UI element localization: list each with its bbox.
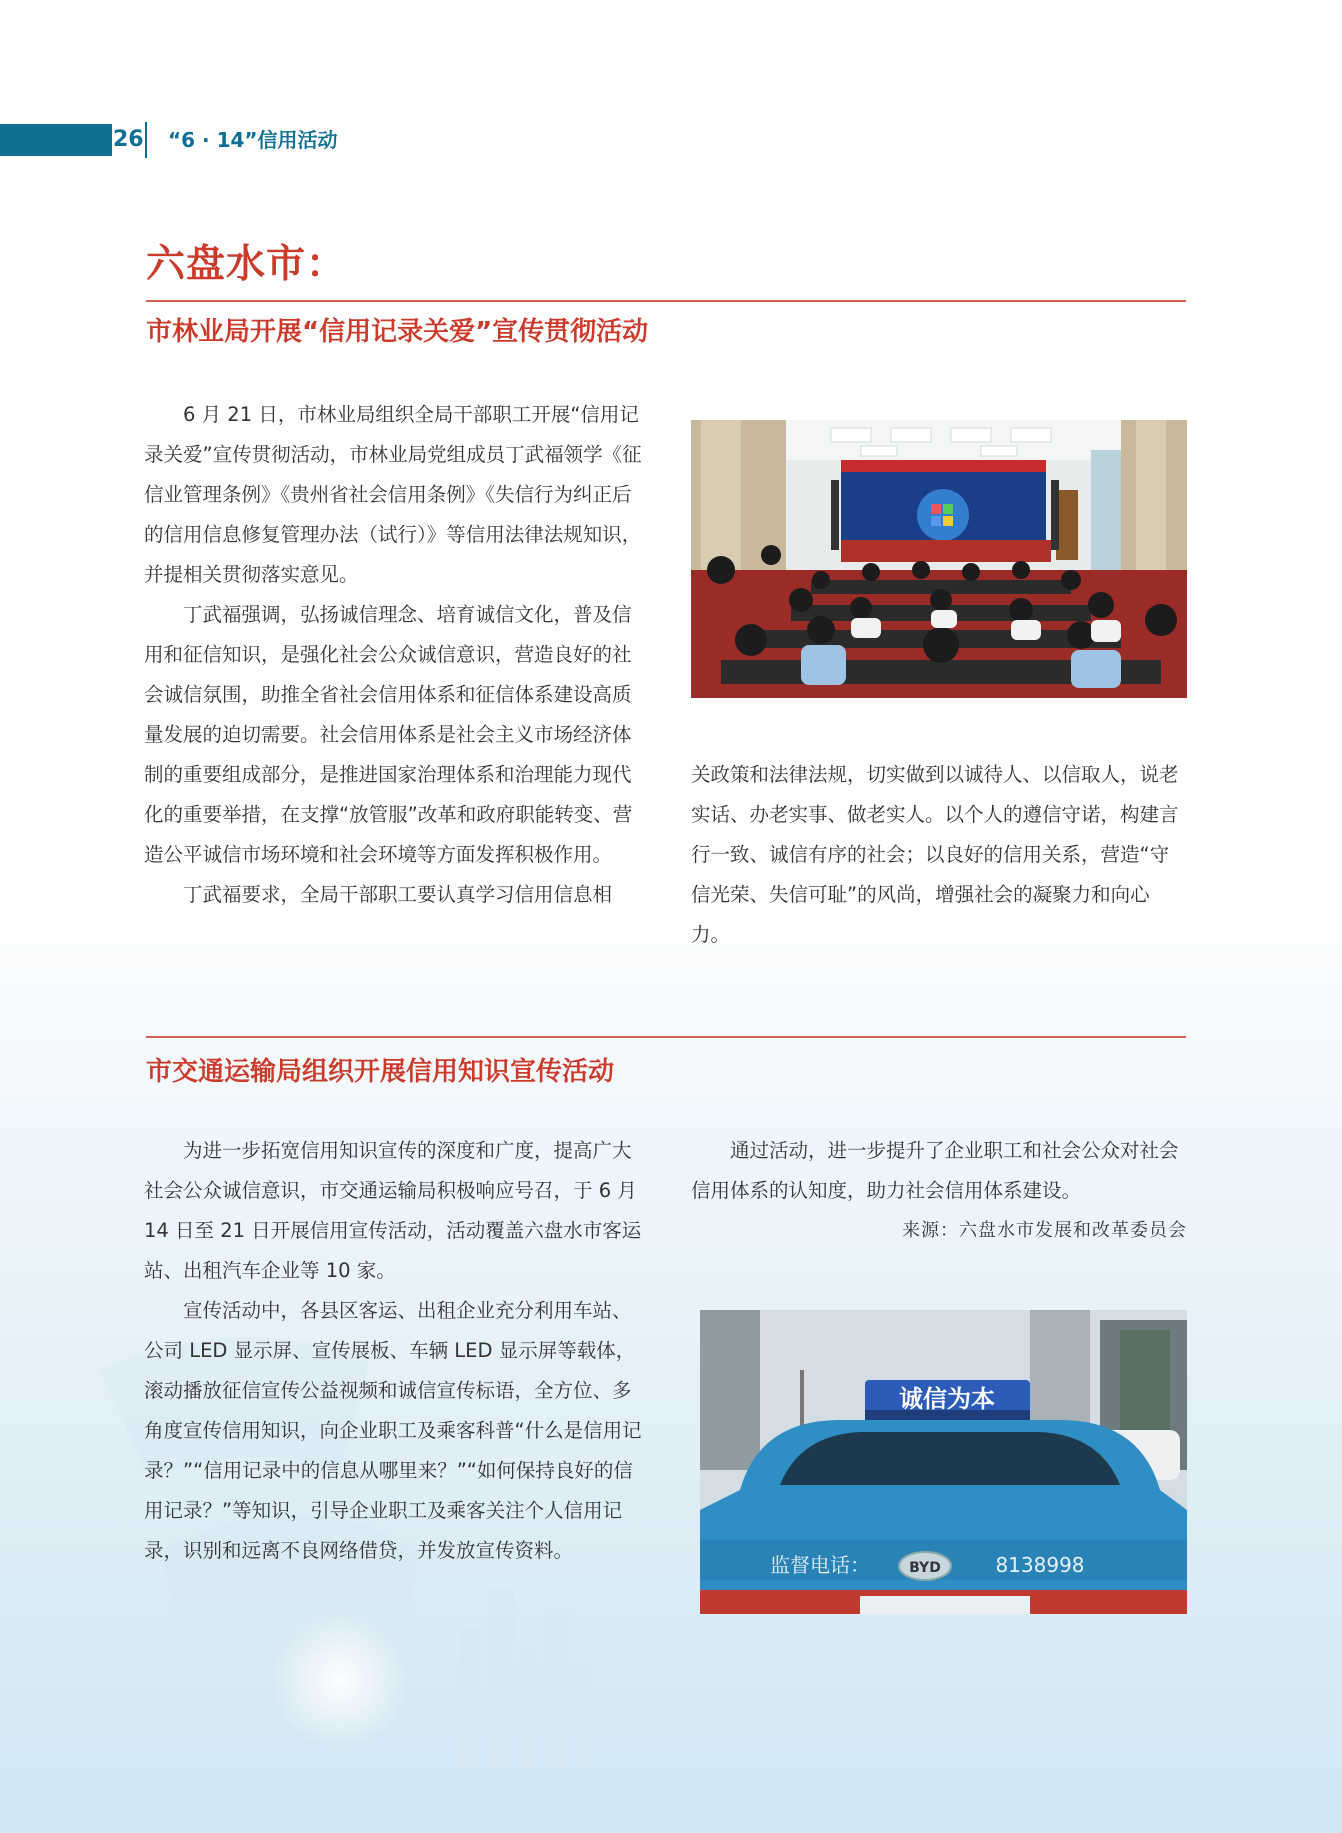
meeting-photo — [691, 420, 1187, 698]
divider — [146, 300, 1186, 302]
taxi-phone-number: 8138998 — [995, 1553, 1085, 1577]
article2-left-column — [144, 1131, 642, 1571]
paragraph: 6 月 21 日，市林业局组织全局干部职工开展“信用记录关爱”宣传贯彻活动，市林业局党组成员丁武福领学《征信业管理条例》《贵州省社会信用条例》《失信行为纠正后的信用信息修复管理办法（试行）》等信用法律法规知识，并提相关贯彻落实意见。 — [144, 403, 642, 586]
source-credit: 来源：六盘水市发展和改革委员会 — [902, 1220, 1187, 1241]
divider — [146, 1036, 1186, 1038]
taxi-photo — [700, 1310, 1187, 1614]
city-title: 六盘水市： — [146, 242, 347, 287]
paragraph: 丁武福要求，全局干部职工要认真学习信用信息相 — [183, 883, 613, 906]
article1-right-column — [691, 755, 1187, 955]
article1-title: 市林业局开展“信用记录关爱”宣传贯彻活动 — [146, 317, 649, 347]
paragraph: 通过活动，进一步提升了企业职工和社会公众对社会信用体系的认知度，助力社会信用体系建设。 — [691, 1139, 1179, 1202]
paragraph: 关政策和法律法规，切实做到以诚待人、以信取人，说老实话、办老实事、做老实人。以个人的遵信守诺，构建言行一致、诚信有序的社会；以良好的信用关系，营造“守信光荣、失信可耻”的风尚，增强社会的凝聚力和向心力。 — [691, 763, 1179, 946]
paragraph: 为进一步拓宽信用知识宣传的深度和广度，提高广大社会公众诚信意识，市交通运输局积极响应号召，于 6 月 14 日至 21 日开展信用宣传活动，活动覆盖六盘水市客运站、出租汽车企业等 10 家。 — [144, 1139, 642, 1282]
taxi-phone-label: 监督电话： — [770, 1553, 870, 1577]
article1-left-column — [144, 395, 642, 915]
header-accent-bar — [0, 124, 112, 156]
taxi-brand-badge: BYD — [909, 1560, 941, 1576]
paragraph: 丁武福强调，弘扬诚信理念、培育诚信文化，普及信用和征信知识，是强化社会公众诚信意识，营造良好的社会诚信氛围，助推全省社会信用体系和征信体系建设高质量发展的迫切需要。社会信用体系是社会主义市场经济体制的重要组成部分，是推进国家治理体系和治理能力现代化的重要举措，在支撑“放管服”改革和政府职能转变、营造公平诚信市场环境和社会环境等方面发挥积极作用。 — [144, 603, 633, 866]
article2-title: 市交通运输局组织开展信用知识宣传活动 — [146, 1057, 615, 1087]
led-sign-text: 诚信为本 — [899, 1385, 995, 1413]
page-number: 26 — [113, 127, 144, 152]
header-separator — [145, 122, 147, 158]
article2-right-column — [691, 1131, 1187, 1211]
section-title: “6 · 14”信用活动 — [168, 128, 338, 152]
paragraph: 宣传活动中，各县区客运、出租企业充分利用车站、公司 LED 显示屏、宣传展板、车辆 LED 显示屏等载体，滚动播放征信宣传公益视频和诚信宣传标语，全方位、多角度宣传信用知识，向企业职工及乘客科普“什么是信用记录？”“信用记录中的信息从哪里来？”“如何保持良好的信用记录？”等知识，引导企业职工及乘客关注个人信用记录，识别和远离不良网络借贷，并发放宣传资料。 — [144, 1299, 642, 1562]
